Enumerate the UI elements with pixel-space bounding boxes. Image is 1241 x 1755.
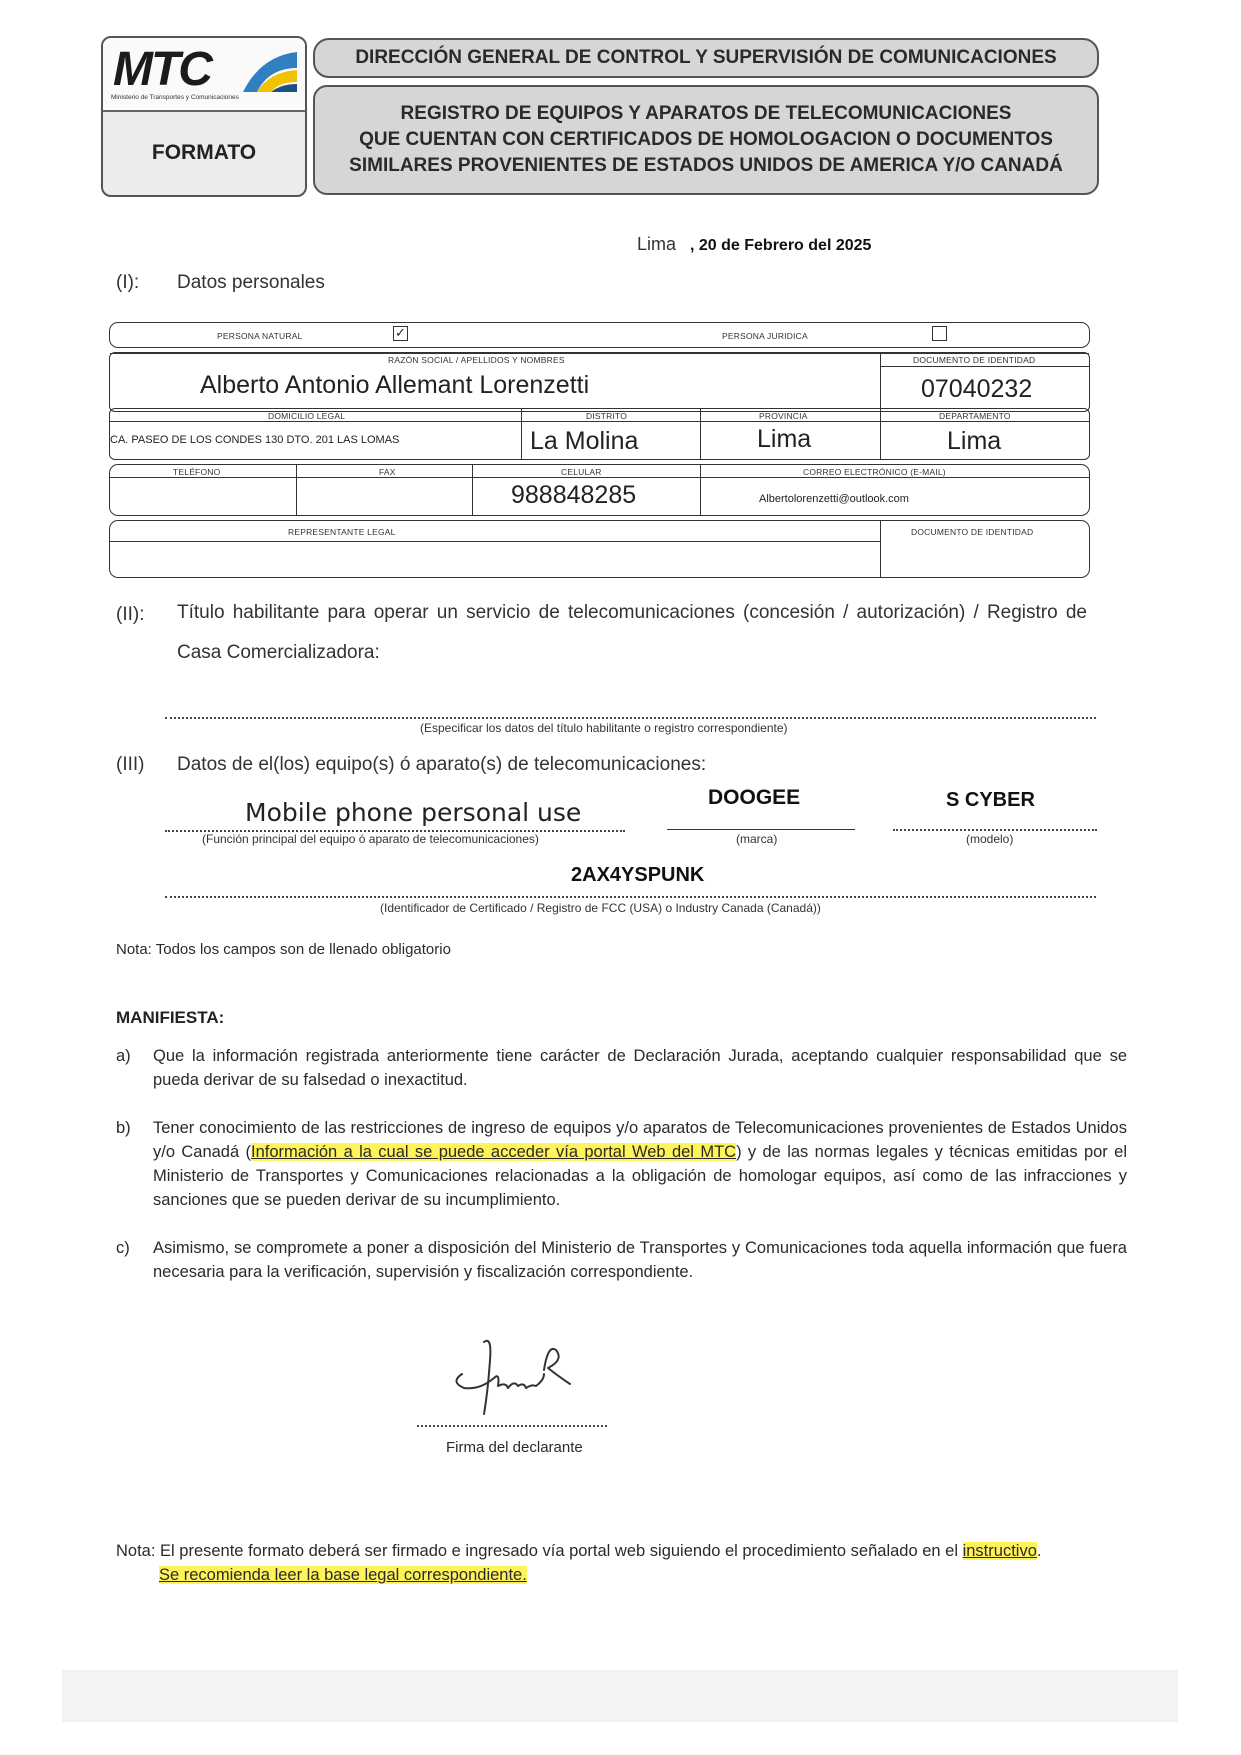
- marca-field[interactable]: DOOGEE: [708, 786, 801, 809]
- provincia-label: PROVINCIA: [759, 411, 808, 421]
- section-3-number: (III): [116, 754, 145, 775]
- titulo-habilitante-line[interactable]: [165, 717, 1096, 719]
- base-legal-link[interactable]: Se recomienda leer la base legal correspondiente.: [159, 1566, 527, 1584]
- date-text: , 20 de Febrero del 2025: [690, 237, 872, 254]
- modelo-field[interactable]: S CYBER: [946, 789, 1035, 811]
- departamento-label: DEPARTAMENTO: [939, 411, 1011, 421]
- titulo-habilitante-caption: (Especificar los datos del título habilitante o registro correspondiente): [420, 721, 788, 735]
- mtc-logo: [103, 38, 305, 112]
- celular-field[interactable]: 988848285: [511, 481, 637, 509]
- section-1-number: (I):: [116, 272, 140, 293]
- celular-label: CELULAR: [561, 467, 602, 477]
- doc-identidad-label: DOCUMENTO DE IDENTIDAD: [913, 355, 1036, 365]
- direccion-header: DIRECCIÓN GENERAL DE CONTROL Y SUPERVISIÓN DE COMUNICACIONES: [313, 38, 1099, 78]
- domicilio-field[interactable]: CA. PASEO DE LOS CONDES 130 DTO. 201 LAS LOMAS: [110, 434, 400, 446]
- logo-text: MTC: [113, 43, 211, 96]
- domicilio-row: [109, 408, 1090, 460]
- portal-web-mtc-link[interactable]: Información a la cual se puede acceder vía portal Web del MTC: [251, 1143, 737, 1161]
- logo-subtitle: Ministerio de Transportes y Comunicaciones: [111, 94, 239, 101]
- nota-end: .: [1036, 1542, 1042, 1560]
- fax-label: FAX: [379, 467, 396, 477]
- celular-cell: [472, 465, 637, 515]
- logo-swoosh-icon: [239, 48, 299, 96]
- departamento-cell: [880, 409, 1011, 459]
- representante-label: REPRESENTANTE LEGAL: [288, 527, 396, 537]
- modelo-line: [893, 829, 1097, 831]
- form-title-line: SIMILARES PROVENIENTES DE ESTADOS UNIDOS DE AMERICA Y/O CANADÁ: [349, 155, 1063, 176]
- mtc-logo-box: [101, 36, 307, 197]
- persona-juridica-label: PERSONA JURIDICA: [722, 331, 808, 341]
- page-bottom-shade: [62, 1670, 1178, 1722]
- section-2-number: (II):: [116, 604, 145, 625]
- item-b-text-after: ) y de las normas legales y técnicas emitidas por el Ministerio de Transportes y Comunicaciones relacionadas a la obligación de homologar equipos, así como de las infracciones y sanciones que se pueden derivar de su incumplimiento.: [153, 1143, 1127, 1209]
- fax-cell: [296, 465, 396, 515]
- distrito-label: DISTRITO: [586, 411, 628, 421]
- fcc-field[interactable]: 2AX4YSPUNK: [571, 864, 705, 886]
- correo-field[interactable]: Albertolorenzetti@outlook.com: [759, 493, 909, 505]
- signature-image: [440, 1330, 600, 1420]
- telefono-label: TELÉFONO: [173, 467, 221, 477]
- persona-juridica-checkbox[interactable]: [932, 326, 947, 341]
- item-b-label: b): [116, 1119, 131, 1137]
- section-3-title: Datos de el(los) equipo(s) ó aparato(s) de telecomunicaciones:: [177, 754, 707, 775]
- form-title-line: REGISTRO DE EQUIPOS Y APARATOS DE TELECOMUNICACIONES: [400, 103, 1012, 124]
- persona-natural-checkbox[interactable]: ✓: [393, 326, 408, 341]
- instructivo-link[interactable]: instructivo: [962, 1542, 1037, 1560]
- domicilio-label: DOMICILIO LEGAL: [268, 411, 346, 421]
- item-c-label: c): [116, 1239, 130, 1257]
- nota-prefix: Nota:: [116, 1542, 156, 1560]
- item-b-text-before: Tener conocimiento de las restricciones de ingreso de equipos y/o aparatos de Telecomunicaciones provenientes de Estados Unidos y/o Canadá (: [153, 1119, 1127, 1161]
- rep-doc-label: DOCUMENTO DE IDENTIDAD: [911, 527, 1034, 537]
- correo-label: CORREO ELECTRÓNICO (E-MAIL): [803, 467, 946, 477]
- doc-identidad-field[interactable]: 07040232: [921, 375, 1033, 403]
- section-2-title: Título habilitante para operar un servicio de telecomunicaciones (concesión / autorización) / Registro de: [177, 602, 1087, 623]
- form-title-box: [313, 85, 1099, 195]
- signature-line: [417, 1425, 607, 1427]
- distrito-cell: [521, 409, 639, 459]
- section-2-subtitle: Casa Comercializadora:: [177, 642, 380, 663]
- funcion-field[interactable]: Mobile phone personal use: [245, 798, 582, 827]
- marca-caption: (marca): [736, 832, 778, 846]
- provincia-field[interactable]: Lima: [757, 425, 812, 453]
- firma-label: Firma del declarante: [446, 1439, 583, 1456]
- rep-doc-cell: [880, 521, 1034, 577]
- manifiesta-title: MANIFIESTA:: [116, 1008, 225, 1027]
- nota-text: El presente formato deberá ser firmado e ingresado vía portal web siguiendo el procedimiento señalado en el: [155, 1542, 963, 1560]
- representante-row: [109, 520, 1090, 578]
- item-a-text: Que la información registrada anteriormente tiene carácter de Declaración Jurada, aceptando cualquier responsabilidad que se pueda derivar de su falsedad o inexactitud.: [153, 1047, 1127, 1089]
- funcion-caption: (Función principal del equipo ó aparato de telecomunicaciones): [202, 832, 539, 846]
- persona-natural-label: PERSONA NATURAL: [217, 331, 303, 341]
- item-c-text: Asimismo, se compromete a poner a disposición del Ministerio de Transportes y Comunicaciones toda aquella información que fuera necesaria para la verificación, supervisión y fiscalización correspondiente.: [153, 1239, 1127, 1281]
- nota-procedimiento: [116, 1539, 1116, 1587]
- nota-obligatorio: Nota: Todos los campos son de llenado obligatorio: [116, 941, 451, 958]
- correo-cell: [700, 465, 946, 515]
- persona-type-row: [109, 322, 1090, 348]
- fcc-line: [165, 896, 1096, 898]
- razon-social-field[interactable]: Alberto Antonio Allemant Lorenzetti: [200, 371, 590, 399]
- doc-identidad-cell: [880, 353, 1036, 411]
- marca-line: [667, 829, 855, 830]
- modelo-caption: (modelo): [966, 832, 1014, 846]
- razon-social-row: [109, 352, 1090, 412]
- provincia-cell: [700, 409, 812, 459]
- contacto-row: [109, 464, 1090, 516]
- fcc-caption: (Identificador de Certificado / Registro de FCC (USA) o Industry Canada (Canadá)): [380, 901, 821, 915]
- item-b-text: [153, 1116, 1127, 1212]
- form-title-line: QUE CUENTAN CON CERTIFICADOS DE HOMOLOGACION O DOCUMENTOS: [359, 129, 1053, 150]
- razon-social-label: RAZÓN SOCIAL / APELLIDOS Y NOMBRES: [388, 355, 565, 365]
- departamento-field[interactable]: Lima: [947, 427, 1002, 455]
- item-a-label: a): [116, 1047, 131, 1065]
- formato-label: FORMATO: [151, 141, 257, 164]
- date-city: Lima: [637, 234, 677, 254]
- section-1-title: Datos personales: [177, 272, 325, 293]
- distrito-field[interactable]: La Molina: [530, 427, 639, 455]
